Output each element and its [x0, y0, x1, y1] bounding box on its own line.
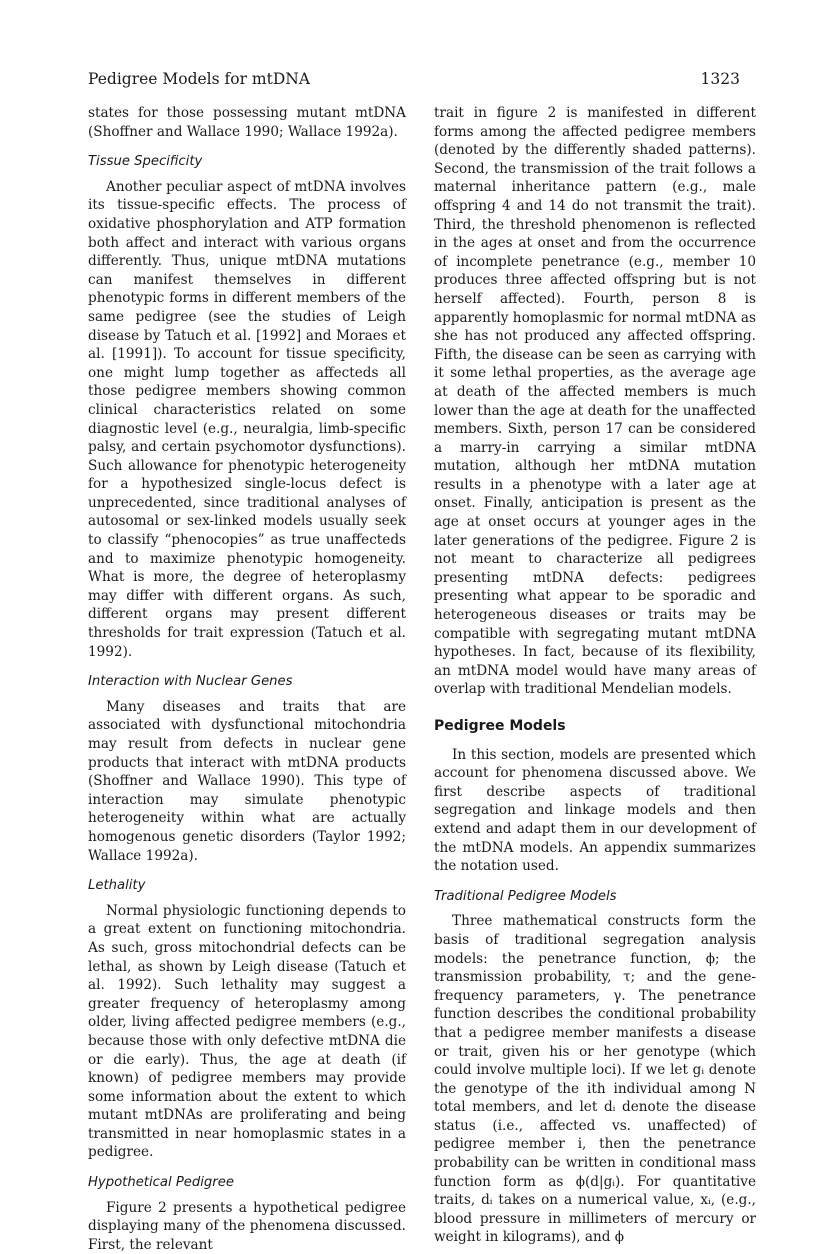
paragraph-tissue-specificity: Another peculiar aspect of mtDNA involves its tissue-specific effects. The process of oxidative phosphorylation and ATP formation both affect and interact with various organs differently. Thus, unique mtDNA mutations can manifest themselves in different phenotypic forms in different members of the same pedigree (see the studies of Leigh disease by Tatuch et al. [1992] and Moraes et al. [1991]). To account for tissue specificity, one might lump together as affecteds all those pedigree members showing common clinical characteristics related on some diagnostic level (e.g., neuralgia, limb-specific palsy, and certain psychomotor dysfunctions). Such allowance for phenotypic heterogeneity for a hypothesized single-locus defect is unprecedented, since traditional analyses of autosomal or sex-linked models usually seek to classify “phenocopies” as true unaffecteds and to maximize phenotypic homogeneity. What is more, the degree of heteroplasmy may differ with different organs. As such, different organs may present different thresholds for trait expression (Tatuch et al. 1992). [88, 178, 406, 660]
paragraph-traditional-models: Three mathematical constructs form the basis of traditional segregation analysis models: the penetrance function, ϕ; the transmission probability, τ; and the gene-frequency parameters, γ. The penetrance function describes the conditional probability that a pedigree member manifests a disease or trait, given his or her genotype (which could involve multiple loci). If we let gᵢ denote the genotype of the ith individual among N total members, and let dᵢ denote the disease status (i.e., affected vs. unaffected) of pedigree member i, then the penetrance probability can be written in conditional mass function form as ϕ(d|gᵢ). For quantitative traits, dᵢ takes on a numerical value, xᵢ, (e.g., blood pressure in millimeters of mercury or weight in kilograms), and ϕ [434, 913, 756, 1246]
subheading-nuclear-genes: Interaction with Nuclear Genes [88, 674, 293, 690]
running-title: Pedigree Models for mtDNA [88, 70, 311, 88]
paragraph-hypothetical-pedigree: Figure 2 presents a hypothetical pedigree displaying many of the phenomena discussed. First, the relevant [88, 1199, 406, 1253]
section-heading-pedigree-models: Pedigree Models [434, 718, 566, 734]
subheading-traditional-models: Traditional Pedigree Models [434, 888, 617, 904]
running-head [88, 70, 740, 94]
right-column [434, 104, 756, 1247]
subheading-lethality: Lethality [88, 878, 146, 894]
page-number: 1323 [700, 70, 740, 88]
paragraph-nuclear-genes: Many diseases and traits that are associated with dysfunctional mitochondria may result from defects in nuclear gene products that interact with mtDNA products (Shoffner and Wallace 1990). This type of interaction may simulate phenotypic heterogeneity within what are actually homogenous genetic disorders (Taylor 1992; Wallace 1992a). [88, 698, 406, 864]
left-column [88, 104, 406, 1254]
paragraph-pedigree-models-intro: In this section, models are presented which account for phenomena discussed above. We first describe aspects of traditional segregation and linkage models and then extend and adapt them in our development of the mtDNA models. An appendix summarizes the notation used. [434, 746, 756, 875]
subheading-tissue-specificity: Tissue Specificity [88, 154, 203, 170]
subheading-hypothetical-pedigree: Hypothetical Pedigree [88, 1175, 234, 1191]
paragraph-lethality: Normal physiologic functioning depends to a great extent on functioning mitochondria. As such, gross mitochondrial defects can be lethal, as shown by Leigh disease (Tatuch et al. 1992). Such lethality may suggest a greater frequency of heteroplasmy among older, living affected pedigree members (e.g., because those with only defective mtDNA die or die early). Thus, the age at death (if known) of pedigree members may provide some information about the extent to which mutant mtDNAs are proliferating and being transmitted in near homoplasmic states in a pedigree. [88, 902, 406, 1161]
paragraph-figure-2-description: trait in figure 2 is manifested in different forms among the affected pedigree members (denoted by the differently shaded patterns). Second, the transmission of the trait follows a maternal inheritance pattern (e.g., male offspring 4 and 14 do not transmit the trait). Third, the threshold phenomenon is reflected in the ages at onset and from the occurrence of incomplete penetrance (e.g., member 10 produces three affected offspring but is not herself affected). Fourth, person 8 is apparently homoplasmic for normal mtDNA as she has not produced any affected offspring. Fifth, the disease can be seen as carrying with it some lethal properties, as the average age at death of the affected members is much lower than the age at death for the unaffected members. Sixth, person 17 can be considered a marry-in carrying a similar mtDNA mutation, although her mtDNA mutation results in a phenotype with a later age at onset. Finally, anticipation is present as the age at onset occurs at younger ages in the later generations of the pedigree. Figure 2 is not meant to characterize all pedigrees presenting mtDNA defects: pedigrees presenting what appear to be sporadic and heterogeneous diseases or traits may be compatible with segregating mutant mtDNA hypotheses. In fact, because of its flexibility, an mtDNA model would have many areas of overlap with traditional Mendelian models. [434, 105, 756, 698]
paragraph-continued: states for those possessing mutant mtDNA (Shoffner and Wallace 1990; Wallace 1992a). [88, 105, 406, 140]
